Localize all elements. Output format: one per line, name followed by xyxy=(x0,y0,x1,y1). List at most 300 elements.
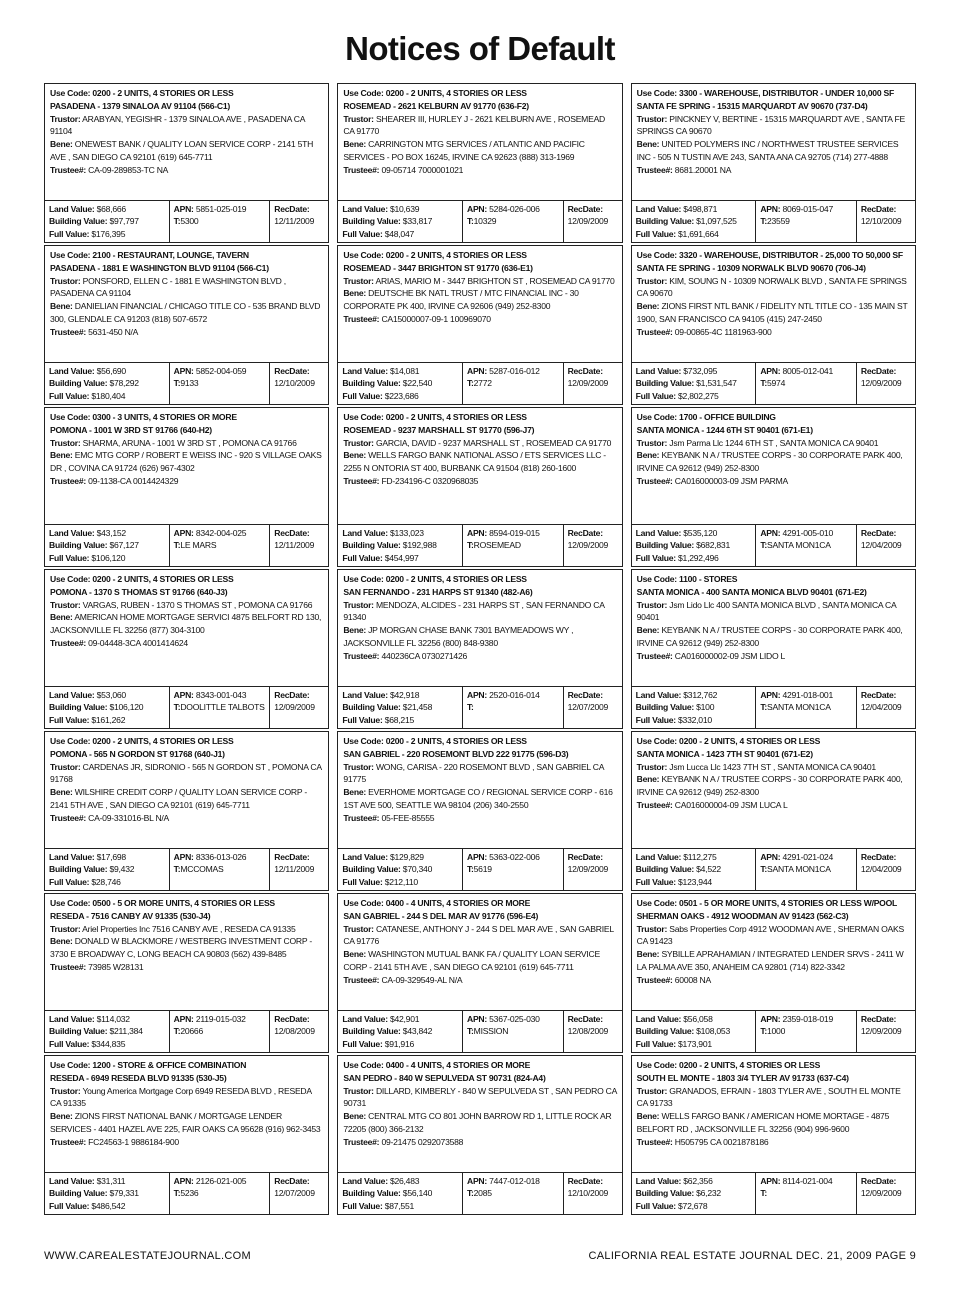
apn-value: 4291-021-024 xyxy=(782,852,833,863)
notice-details xyxy=(632,570,915,687)
t-value: 9133 xyxy=(180,378,199,389)
t-label: T: xyxy=(760,1026,767,1037)
recdate-label: RecDate: xyxy=(274,366,310,377)
trustor-line xyxy=(50,438,297,448)
t-label: T: xyxy=(466,1026,474,1037)
apn-cell xyxy=(463,363,564,404)
trustee-label: Trustee#: xyxy=(50,637,86,648)
building-value: $97,797 xyxy=(109,216,139,227)
land-value: $56,058 xyxy=(683,1014,713,1025)
trustee-label: Trustee#: xyxy=(50,812,86,823)
trustee-value: H505795 CA 0021878186 xyxy=(674,1136,769,1147)
apn-cell xyxy=(170,687,271,728)
notice-values xyxy=(45,687,328,728)
bene-line xyxy=(637,301,908,324)
land-label: Land Value: xyxy=(342,528,388,539)
recdate-cell xyxy=(857,1173,915,1214)
trustor-line xyxy=(343,438,611,448)
building-label: Building Value: xyxy=(49,1026,108,1037)
recdate-label: RecDate: xyxy=(274,528,310,539)
building-value: $21,458 xyxy=(402,702,433,713)
use-code: Use Code: 0400 - 4 UNITS, 4 STORIES OR MORE xyxy=(343,898,531,908)
recdate-value: 12/09/2009 xyxy=(860,378,902,389)
trustor-line xyxy=(343,114,605,137)
recdate-cell xyxy=(857,687,915,728)
full-label: Full Value: xyxy=(635,1200,676,1211)
t-label: T: xyxy=(173,702,181,713)
property-address: RESEDA - 6949 RESEDA BLVD 91335 (530-J5) xyxy=(50,1072,227,1083)
land-label: Land Value: xyxy=(635,852,682,863)
trustor-line xyxy=(343,276,614,286)
notice-details xyxy=(632,1056,915,1173)
full-value: $212,110 xyxy=(384,876,418,887)
use-code: Use Code: 0400 - 4 UNITS, 4 STORIES OR MORE xyxy=(343,1060,531,1070)
trustor-line xyxy=(637,438,879,448)
land-value: $42,901 xyxy=(389,1014,420,1025)
property-address: PASADENA - 1881 E WASHINGTON BLVD 91104 (566-C1) xyxy=(50,262,269,273)
notice-values xyxy=(632,687,915,728)
t-value: 5619 xyxy=(473,864,492,875)
t-value: 10329 xyxy=(473,216,497,227)
apn-cell xyxy=(463,687,564,728)
value-cell xyxy=(338,1173,463,1214)
building-label: Building Value: xyxy=(635,702,694,713)
recdate-value: 12/09/2009 xyxy=(860,1026,902,1037)
apn-cell xyxy=(756,201,857,242)
recdate-label: RecDate: xyxy=(567,204,603,215)
building-value: $56,140 xyxy=(402,1188,433,1199)
recdate-value: 12/08/2009 xyxy=(567,1026,609,1037)
apn-cell xyxy=(463,1011,564,1052)
building-value: $9,432 xyxy=(109,864,135,875)
building-label: Building Value: xyxy=(49,702,108,713)
t-label: T: xyxy=(173,1188,181,1199)
trustee-line xyxy=(343,813,434,823)
trustee-label: Trustee#: xyxy=(343,812,380,823)
apn-label: APN: xyxy=(173,1176,194,1187)
bene-line xyxy=(637,450,903,473)
value-cell xyxy=(45,201,170,242)
building-label: Building Value: xyxy=(635,1026,694,1037)
trustee-value: 73985 W28131 xyxy=(88,961,144,972)
notice-values xyxy=(338,849,621,890)
recdate-label: RecDate: xyxy=(860,366,897,377)
use-code: Use Code: 0200 - 2 UNITS, 4 STORIES OR LESS xyxy=(636,1060,821,1070)
notice-values xyxy=(338,687,621,728)
apn-label: APN: xyxy=(466,366,487,377)
recdate-value: 12/09/2009 xyxy=(567,864,609,875)
building-value: $22,540 xyxy=(402,378,433,389)
notice-card xyxy=(631,731,916,891)
recdate-cell xyxy=(857,201,915,242)
trustee-value: CA016000004-09 JSM LUCA L xyxy=(674,799,788,810)
notice-values xyxy=(632,525,915,566)
land-label: Land Value: xyxy=(342,204,388,215)
apn-label: APN: xyxy=(173,528,194,539)
trustee-value: 60008 NA xyxy=(674,974,711,985)
full-label: Full Value: xyxy=(342,228,383,239)
trustee-label: Trustee#: xyxy=(343,974,380,985)
trustor-label: Trustor: xyxy=(636,113,668,124)
notice-details xyxy=(45,246,328,363)
trustee-label: Trustee#: xyxy=(50,1136,86,1147)
use-code: Use Code: 3300 - WAREHOUSE, DISTRIBUTOR - UNDER 10,000 SF xyxy=(636,88,894,98)
value-cell xyxy=(338,849,463,890)
use-code: Use Code: 0200 - 2 UNITS, 4 STORIES OR LESS xyxy=(50,88,234,98)
full-value: $106,120 xyxy=(91,552,126,563)
apn-value: 2119-015-032 xyxy=(195,1014,246,1025)
recdate-cell xyxy=(564,525,622,566)
trustor-value: GARCIA, DAVID - 9237 MARSHALL ST , ROSEMEAD CA 91770 xyxy=(375,437,612,448)
trustee-label: Trustee#: xyxy=(50,475,86,486)
notice-card xyxy=(44,569,329,729)
bene-label: Bene: xyxy=(636,774,660,785)
notice-card xyxy=(631,569,916,729)
trustor-value: SHARMA, ARUNA - 1001 W 3RD ST , POMONA CA 91766 xyxy=(82,437,297,448)
trustee-line xyxy=(50,813,169,823)
recdate-label: RecDate: xyxy=(567,1014,603,1025)
notice-details xyxy=(632,408,915,525)
value-cell xyxy=(632,201,757,242)
footer-publication: CALIFORNIA REAL ESTATE JOURNAL DEC. 21, 2009 PAGE 9 xyxy=(588,1250,916,1262)
trustor-line xyxy=(637,1086,901,1109)
trustee-line xyxy=(637,800,788,810)
land-label: Land Value: xyxy=(49,366,95,377)
use-code: Use Code: 0200 - 2 UNITS, 4 STORIES OR LESS xyxy=(343,574,527,584)
bene-label: Bene: xyxy=(50,450,73,461)
trustee-value: CA15000007-09-1 100969070 xyxy=(381,313,491,324)
trustor-value: MENDOZA, ALCIDES - 231 HARPS ST , SAN FERNANDO CA 91340 xyxy=(343,599,605,623)
full-value: $28,746 xyxy=(91,876,121,887)
trustor-label: Trustor: xyxy=(636,599,668,610)
land-value: $68,666 xyxy=(96,204,126,215)
trustor-label: Trustor: xyxy=(636,761,668,772)
notice-card xyxy=(337,83,622,243)
bene-line xyxy=(637,139,899,162)
land-label: Land Value: xyxy=(49,690,95,701)
trustor-value: WONG, CARISA - 220 ROSEMONT BLVD , SAN GABRIEL CA 91775 xyxy=(343,761,604,785)
trustee-line xyxy=(637,327,772,337)
recdate-value: 12/04/2009 xyxy=(860,702,902,713)
building-value: $79,331 xyxy=(109,1188,139,1199)
land-value: $133,023 xyxy=(389,528,424,539)
t-label: T: xyxy=(466,540,474,551)
notice-card xyxy=(631,407,916,567)
apn-label: APN: xyxy=(173,852,194,863)
bene-label: Bene: xyxy=(50,787,73,798)
recdate-label: RecDate: xyxy=(567,528,603,539)
trustor-line xyxy=(343,924,613,947)
apn-cell xyxy=(463,201,564,242)
building-label: Building Value: xyxy=(635,1188,694,1199)
trustee-line xyxy=(50,476,178,486)
full-value: $2,802,275 xyxy=(678,390,719,401)
use-code: Use Code: 0200 - 2 UNITS, 4 STORIES OR LESS xyxy=(636,736,821,746)
trustor-label: Trustor: xyxy=(343,1085,374,1096)
bene-value: CARRINGTON MTG SERVICES / ATLANTIC AND PACIFIC SERVICES - PO BOX 16245, IRVINE CA 92623 (888) 313-1969 xyxy=(343,139,585,162)
property-address: SANTA FE SPRING - 15315 MARQUARDT AV 90670 (737-D4) xyxy=(636,100,868,111)
trustor-label: Trustor: xyxy=(50,761,81,772)
trustee-value: CA016000003-09 JSM PARMA xyxy=(674,475,789,486)
apn-cell xyxy=(463,525,564,566)
recdate-value: 12/09/2009 xyxy=(567,540,609,551)
apn-label: APN: xyxy=(466,528,487,539)
use-code: Use Code: 0200 - 2 UNITS, 4 STORIES OR LESS xyxy=(343,412,527,422)
apn-value: 5852-004-059 xyxy=(195,366,247,377)
t-label: T: xyxy=(173,864,181,875)
notice-values xyxy=(338,1173,621,1214)
notice-card xyxy=(631,893,916,1053)
recdate-label: RecDate: xyxy=(274,1176,310,1187)
notice-details xyxy=(632,732,915,849)
trustor-line xyxy=(637,762,876,772)
building-label: Building Value: xyxy=(342,702,401,713)
property-address: SAN PEDRO - 840 W SEPULVEDA ST 90731 (824-A4) xyxy=(343,1072,546,1083)
recdate-label: RecDate: xyxy=(567,1176,603,1187)
bene-value: ZIONS FIRST NATIONAL BANK / MORTGAGE LENDER SERVICES - 4401 HAZEL AVE 225, FAIR OAKS CA 95628 (916) 962-3453 xyxy=(50,1111,321,1134)
notice-values xyxy=(45,363,328,404)
land-value: $62,356 xyxy=(683,1176,713,1187)
apn-label: APN: xyxy=(173,690,194,701)
bene-line xyxy=(50,139,313,162)
t-label: T: xyxy=(760,864,767,875)
t-value: ROSEMEAD xyxy=(473,540,521,551)
t-label: T: xyxy=(466,864,474,875)
t-value: SANTA MON1CA xyxy=(766,702,831,713)
full-label: Full Value: xyxy=(342,714,383,725)
t-value: 2085 xyxy=(473,1188,492,1199)
recdate-cell xyxy=(564,201,622,242)
trustee-value: CA-09-331016-BL N/A xyxy=(88,812,170,823)
recdate-cell xyxy=(857,363,915,404)
full-label: Full Value: xyxy=(635,1038,676,1049)
bene-label: Bene: xyxy=(50,612,73,623)
land-value: $14,081 xyxy=(389,366,420,377)
notice-details xyxy=(338,246,621,363)
recdate-value: 12/04/2009 xyxy=(860,540,902,551)
full-value: $87,551 xyxy=(384,1200,415,1211)
apn-value: 8069-015-047 xyxy=(782,204,833,215)
bene-value: KEYBANK N A / TRUSTEE CORPS - 30 CORPORATE PARK 400, IRVINE CA 92612 (949) 252-8300 xyxy=(636,774,903,798)
building-label: Building Value: xyxy=(49,378,108,389)
bene-value: WELLS FARGO BANK NATIONAL ASSO / ETS SERVICES LLC - 2255 N ONTORIA ST 400, BURBANK CA 91504 (818) 260-1600 xyxy=(343,450,606,474)
notice-values xyxy=(45,1173,328,1214)
trustee-value: 09-00865-4C 1181963-900 xyxy=(674,326,772,337)
bene-label: Bene: xyxy=(50,1111,73,1122)
trustee-line xyxy=(343,476,478,486)
notice-values xyxy=(632,1173,915,1214)
apn-label: APN: xyxy=(760,528,781,539)
property-address: RESEDA - 7516 CANBY AV 91335 (530-J4) xyxy=(50,910,211,921)
trustor-value: Jsm Parma Llc 1244 6TH ST , SANTA MONICA CA 90401 xyxy=(669,437,879,448)
trustor-line xyxy=(343,1086,616,1109)
t-value: MISSION xyxy=(473,1026,509,1037)
t-value: 5300 xyxy=(180,216,199,227)
bene-label: Bene: xyxy=(343,787,366,798)
land-value: $114,032 xyxy=(96,1014,130,1025)
trustee-line xyxy=(50,327,138,337)
full-label: Full Value: xyxy=(49,876,90,887)
value-cell xyxy=(632,363,757,404)
notice-card xyxy=(631,245,916,405)
use-code: Use Code: 3320 - WAREHOUSE, DISTRIBUTOR - 25,000 TO 50,000 SF xyxy=(636,250,903,260)
property-address: PASADENA - 1379 SINALOA AV 91104 (566-C1) xyxy=(50,100,230,111)
bene-value: WELLS FARGO BANK / AMERICAN HOME MORTAGE - 4875 BELFORT RD , JACKSONVILLE FL 32256 (904) 996-9600 xyxy=(636,1111,890,1134)
notice-card xyxy=(44,731,329,891)
recdate-value: 12/11/2009 xyxy=(274,540,315,551)
trustor-line xyxy=(343,762,603,785)
full-value: $176,395 xyxy=(91,228,126,239)
land-label: Land Value: xyxy=(342,690,388,701)
recdate-value: 12/09/2009 xyxy=(567,216,609,227)
apn-value: 5367-025-030 xyxy=(489,1014,540,1025)
value-cell xyxy=(45,1173,170,1214)
trustee-value: 8681.20001 NA xyxy=(674,164,732,175)
recdate-value: 12/07/2009 xyxy=(274,1188,315,1199)
building-label: Building Value: xyxy=(342,864,401,875)
value-cell xyxy=(338,525,463,566)
property-address: POMONA - 565 N GORDON ST 91768 (640-J1) xyxy=(50,748,225,759)
full-label: Full Value: xyxy=(342,876,383,887)
trustee-line xyxy=(637,975,711,985)
notice-card xyxy=(44,1055,329,1215)
bene-label: Bene: xyxy=(636,450,660,461)
land-label: Land Value: xyxy=(342,366,388,377)
bene-label: Bene: xyxy=(50,301,73,312)
apn-cell xyxy=(170,1173,271,1214)
property-address: SANTA MONICA - 1244 6TH ST 90401 (671-E1) xyxy=(636,424,813,435)
trustee-label: Trustee#: xyxy=(343,475,380,486)
building-value: $211,384 xyxy=(109,1026,143,1037)
bene-value: EMC MTG CORP / ROBERT E WEISS INC - 920 S VILLAGE OAKS DR , COVINA CA 91724 (626) 967-4302 xyxy=(50,450,322,474)
building-label: Building Value: xyxy=(49,864,108,875)
recdate-label: RecDate: xyxy=(860,204,897,215)
recdate-cell xyxy=(270,687,328,728)
full-value: $72,678 xyxy=(678,1200,708,1211)
apn-label: APN: xyxy=(466,204,487,215)
full-label: Full Value: xyxy=(49,714,90,725)
bene-value: WILSHIRE CREDIT CORP / QUALITY LOAN SERVICE CORP - 2141 5TH AVE , SAN DIEGO CA 92101 (619) 645-7711 xyxy=(50,787,307,810)
bene-value: JP MORGAN CHASE BANK 7301 BAYMEADOWS WY , JACKSONVILLE FL 32256 (800) 848-9380 xyxy=(343,625,574,648)
value-cell xyxy=(632,849,757,890)
apn-cell xyxy=(756,849,857,890)
full-label: Full Value: xyxy=(49,390,90,401)
trustee-label: Trustee#: xyxy=(636,650,673,661)
recdate-cell xyxy=(857,849,915,890)
use-code: Use Code: 0200 - 2 UNITS, 4 STORIES OR LESS xyxy=(50,736,234,746)
trustee-value: 05-FEE-85555 xyxy=(381,812,435,823)
recdate-label: RecDate: xyxy=(567,690,603,701)
recdate-label: RecDate: xyxy=(567,852,603,863)
land-label: Land Value: xyxy=(49,528,95,539)
notice-details xyxy=(632,246,915,363)
recdate-cell xyxy=(857,525,915,566)
land-value: $26,483 xyxy=(389,1176,420,1187)
notice-values xyxy=(45,201,328,242)
trustor-label: Trustor: xyxy=(343,761,374,772)
footer-website[interactable]: WWW.CAREALESTATEJOURNAL.COM xyxy=(44,1250,251,1262)
recdate-cell xyxy=(564,1011,622,1052)
use-code: Use Code: 0200 - 2 UNITS, 4 STORIES OR LESS xyxy=(343,88,527,98)
notice-details xyxy=(338,570,621,687)
bene-line xyxy=(50,301,320,324)
trustor-label: Trustor: xyxy=(50,923,81,934)
notice-details xyxy=(45,732,328,849)
apn-label: APN: xyxy=(760,366,781,377)
trustee-label: Trustee#: xyxy=(636,974,673,985)
apn-value: 4291-005-010 xyxy=(782,528,833,539)
trustor-value: Jsm Lucca Llc 1423 7TH ST , SANTA MONICA CA 90401 xyxy=(669,761,876,772)
apn-cell xyxy=(170,849,271,890)
recdate-cell xyxy=(270,363,328,404)
recdate-value: 12/04/2009 xyxy=(860,864,902,875)
apn-value: 2520-016-014 xyxy=(489,690,540,701)
apn-cell xyxy=(170,525,271,566)
t-value: 23559 xyxy=(766,216,790,227)
trustee-label: Trustee#: xyxy=(50,326,86,337)
property-address: SANTA MONICA - 1423 7TH ST 90401 (671-E2) xyxy=(636,748,813,759)
full-label: Full Value: xyxy=(49,1038,90,1049)
land-label: Land Value: xyxy=(635,1014,682,1025)
trustor-value: Jsm Lido Llc 400 SANTA MONICA BLVD , SANTA MONICA CA 90401 xyxy=(636,599,897,623)
land-label: Land Value: xyxy=(49,204,95,215)
apn-cell xyxy=(756,687,857,728)
recdate-value: 12/09/2009 xyxy=(860,1188,902,1199)
notice-card xyxy=(631,1055,916,1215)
trustor-label: Trustor: xyxy=(636,923,668,934)
full-label: Full Value: xyxy=(49,1200,90,1211)
apn-label: APN: xyxy=(466,852,487,863)
recdate-value: 12/08/2009 xyxy=(274,1026,315,1037)
notice-values xyxy=(338,201,621,242)
notice-card xyxy=(631,83,916,243)
trustee-value: 09-04448-3CA 4001414624 xyxy=(88,637,188,648)
trustee-label: Trustee#: xyxy=(343,1136,380,1147)
trustor-line xyxy=(637,600,896,623)
land-label: Land Value: xyxy=(342,852,388,863)
property-address: SHERMAN OAKS - 4912 WOODMAN AV 91423 (562-C3) xyxy=(636,910,849,921)
t-label: T: xyxy=(466,378,474,389)
apn-value: 2126-021-005 xyxy=(195,1176,247,1187)
value-cell xyxy=(45,687,170,728)
apn-label: APN: xyxy=(173,1014,194,1025)
notice-details xyxy=(338,84,621,201)
notice-details xyxy=(338,732,621,849)
bene-line xyxy=(343,625,573,648)
notice-card xyxy=(337,893,622,1053)
trustor-value: Young America Mortgage Corp 6949 RESEDA BLVD , RESEDA CA 91335 xyxy=(50,1085,312,1109)
trustee-value: 09-21475 0292073588 xyxy=(381,1136,464,1147)
value-cell xyxy=(338,1011,463,1052)
recdate-label: RecDate: xyxy=(860,1014,897,1025)
land-value: $732,095 xyxy=(683,366,718,377)
trustor-line xyxy=(637,924,904,947)
property-address: POMONA - 1001 W 3RD ST 91766 (640-H2) xyxy=(50,424,212,435)
apn-label: APN: xyxy=(466,690,487,701)
apn-value: 7447-012-018 xyxy=(489,1176,540,1187)
apn-value: 8343-001-043 xyxy=(195,690,247,701)
use-code: Use Code: 0200 - 2 UNITS, 4 STORIES OR LESS xyxy=(343,250,527,260)
value-cell xyxy=(45,1011,170,1052)
trustee-label: Trustee#: xyxy=(636,164,673,175)
full-label: Full Value: xyxy=(49,552,90,563)
recdate-value: 12/07/2009 xyxy=(567,702,609,713)
land-value: $43,152 xyxy=(96,528,126,539)
building-value: $4,522 xyxy=(696,864,721,875)
bene-line xyxy=(50,936,312,959)
notice-values xyxy=(632,201,915,242)
building-value: $78,292 xyxy=(109,378,139,389)
